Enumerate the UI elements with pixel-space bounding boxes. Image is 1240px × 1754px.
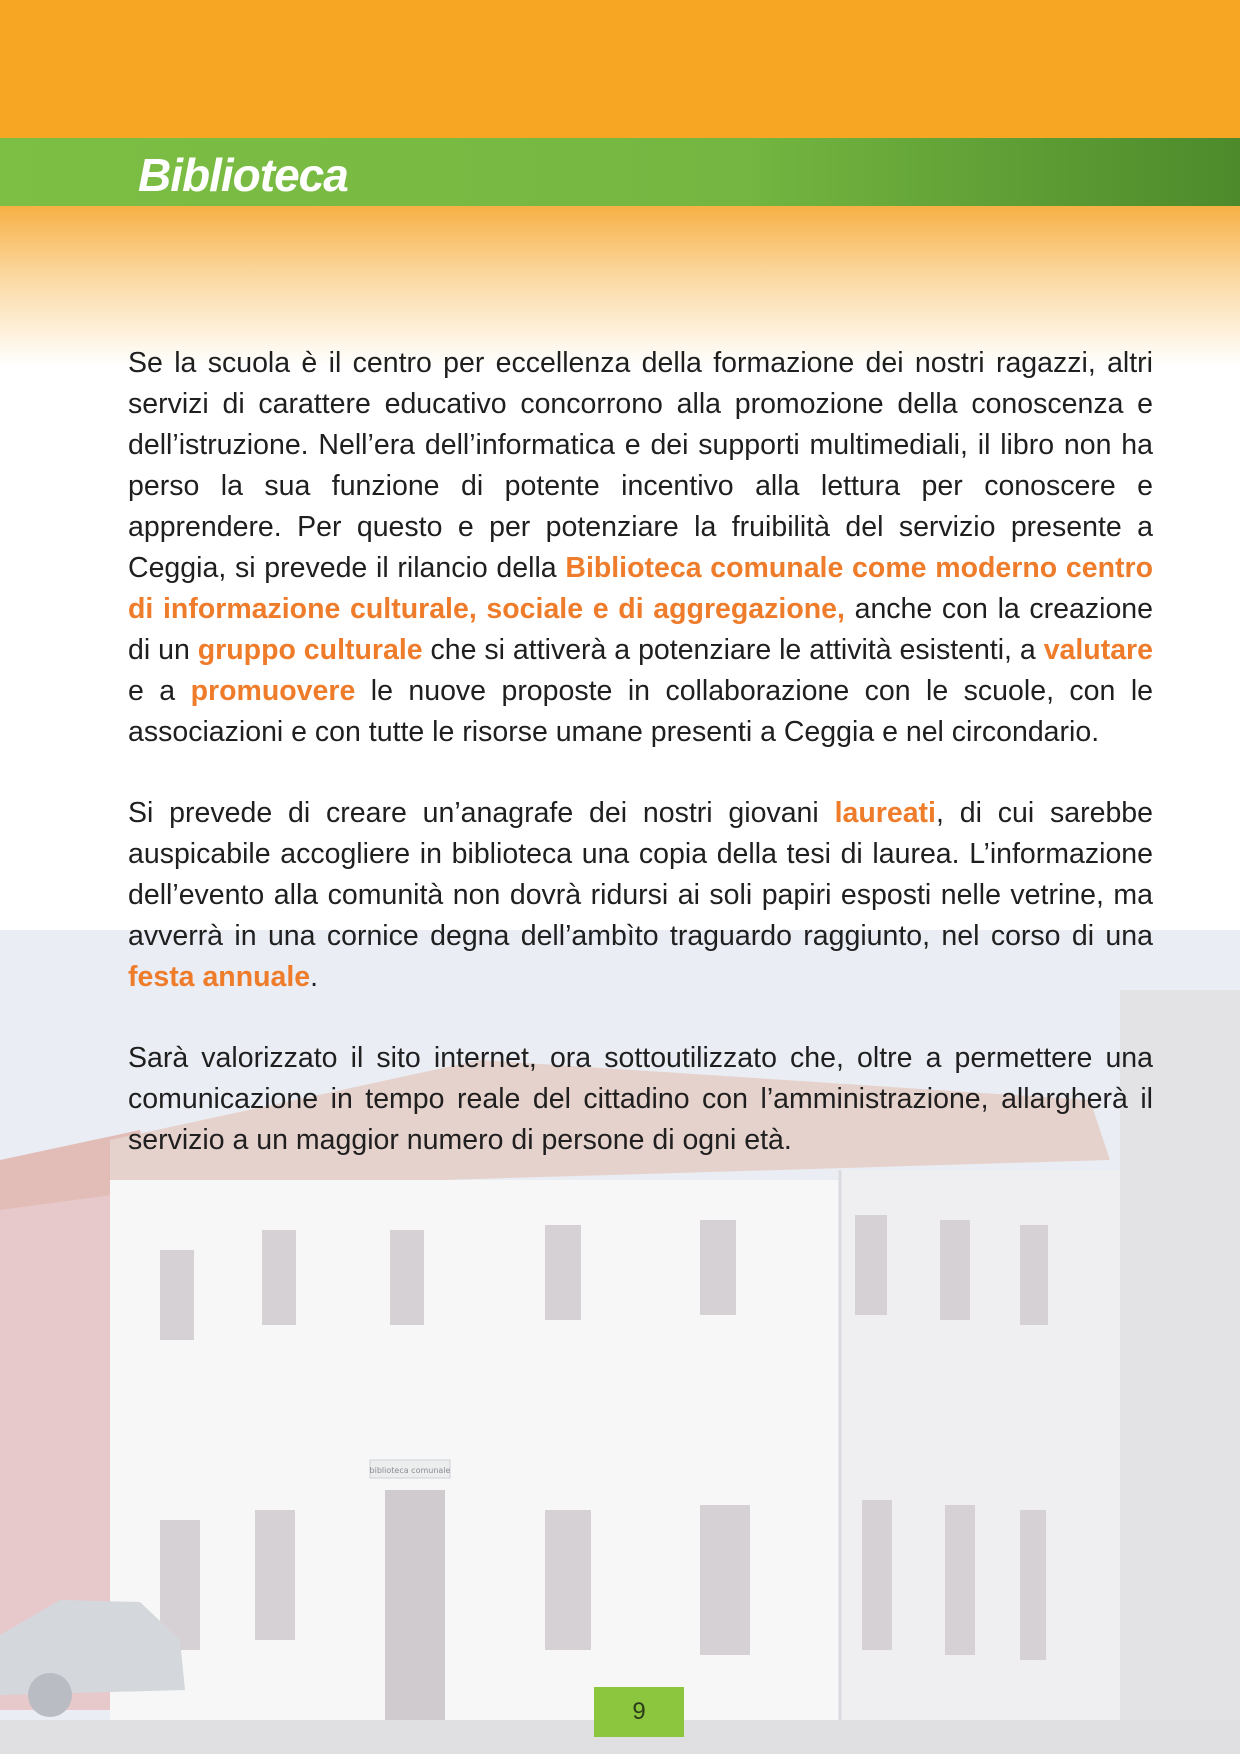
paragraph-graduates-registry: Si prevede di creare un’anagrafe dei nostri giovani laureati, di cui sarebbe auspicabile accogliere in biblioteca una copia della tesi di laurea. L’informazione dell’evento alla comunità non dovrà ridursi ai soli papiri esposti nelle vetrine, ma avverrà in una cornice degna dell’ambìto traguardo raggiunto, nel corso di una festa annuale.	[128, 797, 1154, 993]
paragraph-website: Sarà valorizzato il sito internet, ora sottoutilizzato che, oltre a permettere una comunicazione in tempo reale del cittadino con l’amministrazione, allargherà il servizio a un maggior numero di persone di ogni età.	[128, 1042, 1153, 1156]
page-title: Biblioteca	[138, 149, 348, 201]
paragraph-library-relaunch: Se la scuola è il centro per eccellenza della formazione dei nostri ragazzi, altri servizi di carattere educativo concorrono alla promozione della conoscenza e dell’istruzione. Nell’era dell’informatica e dei supporti multimediali, il libro non ha perso la sua funzione di potente incentivo alla lettura per conoscere e apprendere. Per questo e per potenziare la fruibilità del servizio presente a Ceggia, si prevede il rilancio della Biblioteca comunale come moderno centro di informazione culturale, sociale e di aggregazione, anche con la creazione di un gruppo culturale che si attiverà a potenziare le attività esistenti, a valutare e a promuovere le nuove proposte in collaborazione con le scuole, con le associazioni e con tutte le risorse umane presenti a Ceggia e nel circondario.	[128, 347, 1154, 748]
page-number: 9	[594, 1687, 684, 1737]
top-orange-band	[0, 0, 1240, 138]
library-door	[385, 1490, 445, 1730]
highlight-valutare: valutare	[1043, 634, 1153, 666]
highlight-festa-annuale: festa annuale	[128, 961, 311, 993]
body-text	[128, 343, 1153, 1201]
library-sign: biblioteca comunale	[369, 1466, 451, 1475]
highlight-promuovere: promuovere	[190, 675, 356, 707]
highlight-gruppo-culturale: gruppo culturale	[197, 634, 423, 666]
orange-fade-band	[0, 206, 1240, 366]
highlight-biblioteca-comunale: Biblioteca comunale come moderno centro di informazione culturale, sociale e di aggregazione,	[128, 552, 1153, 625]
highlight-laureati: laureati	[834, 797, 936, 829]
